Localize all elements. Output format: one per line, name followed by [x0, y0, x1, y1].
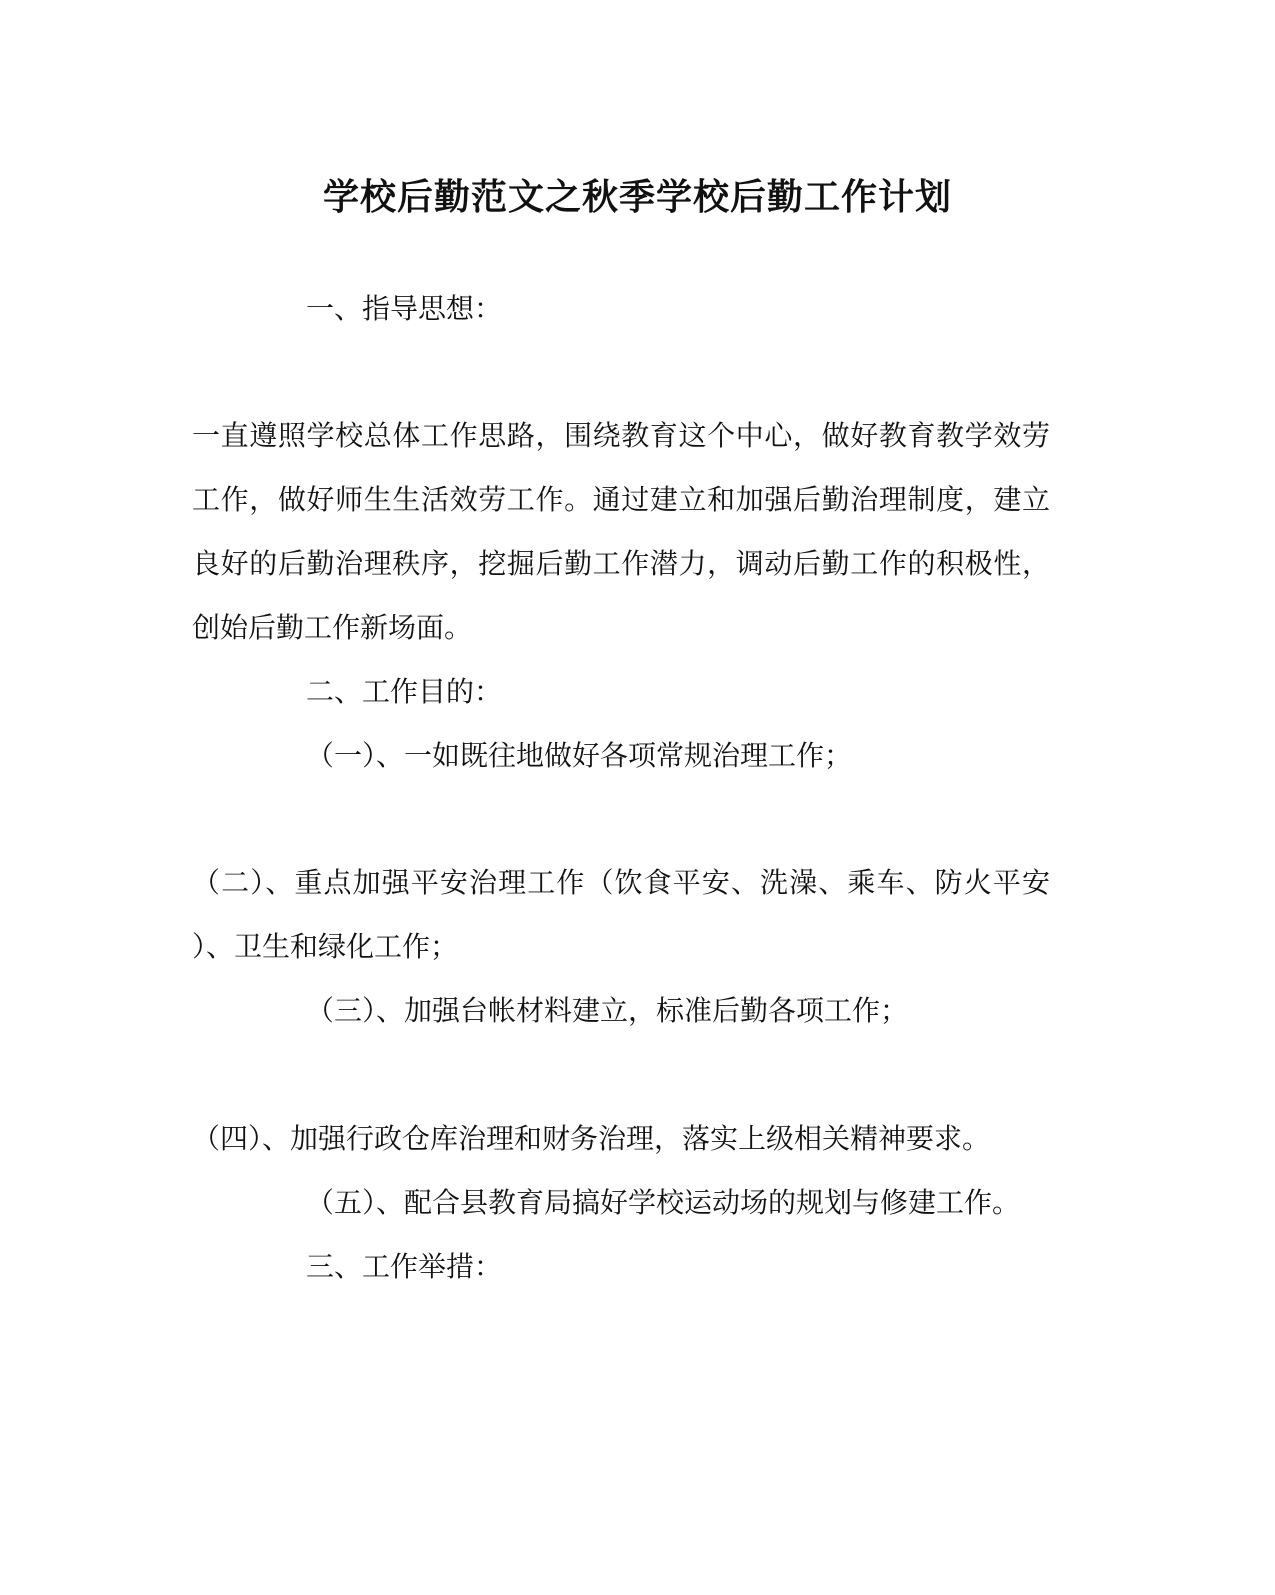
document-title: 学校后勤范文之秋季学校后勤工作计划 [322, 176, 952, 218]
goal-item-5: （五）、配合县教育局搞好学校运动场的规划与修建工作。 [306, 1186, 1021, 1219]
paragraph-line: 良好的后勤治理秩序，挖掘后勤工作潜力，调动后勤工作的积极性， [192, 547, 1050, 580]
paragraph-line: 工作，做好师生生活效劳工作。通过建立和加强后勤治理制度，建立 [192, 483, 1050, 516]
goal-item-2-continued: ）、卫生和绿化工作； [192, 930, 459, 963]
goal-item-4: （四）、加强行政仓库治理和财务治理，落实上级相关精神要求。 [192, 1122, 991, 1155]
section-heading-guiding-thought: 一、指导思想： [306, 292, 503, 325]
goal-item-3: （三）、加强台帐材料建立，标准后勤各项工作； [306, 994, 909, 1027]
paragraph-line: 一直遵照学校总体工作思路，围绕教育这个中心，做好教育教学效劳 [192, 419, 1050, 452]
goal-item-2: （二）、重点加强平安治理工作（饮食平安、洗澡、乘车、防火平安 [192, 866, 1050, 899]
goal-item-1: （一）、一如既往地做好各项常规治理工作； [306, 739, 853, 772]
paragraph-line: 创始后勤工作新场面。 [192, 611, 473, 644]
section-heading-work-measures: 三、工作举措： [306, 1250, 503, 1283]
section-heading-work-goals: 二、工作目的： [306, 675, 503, 708]
